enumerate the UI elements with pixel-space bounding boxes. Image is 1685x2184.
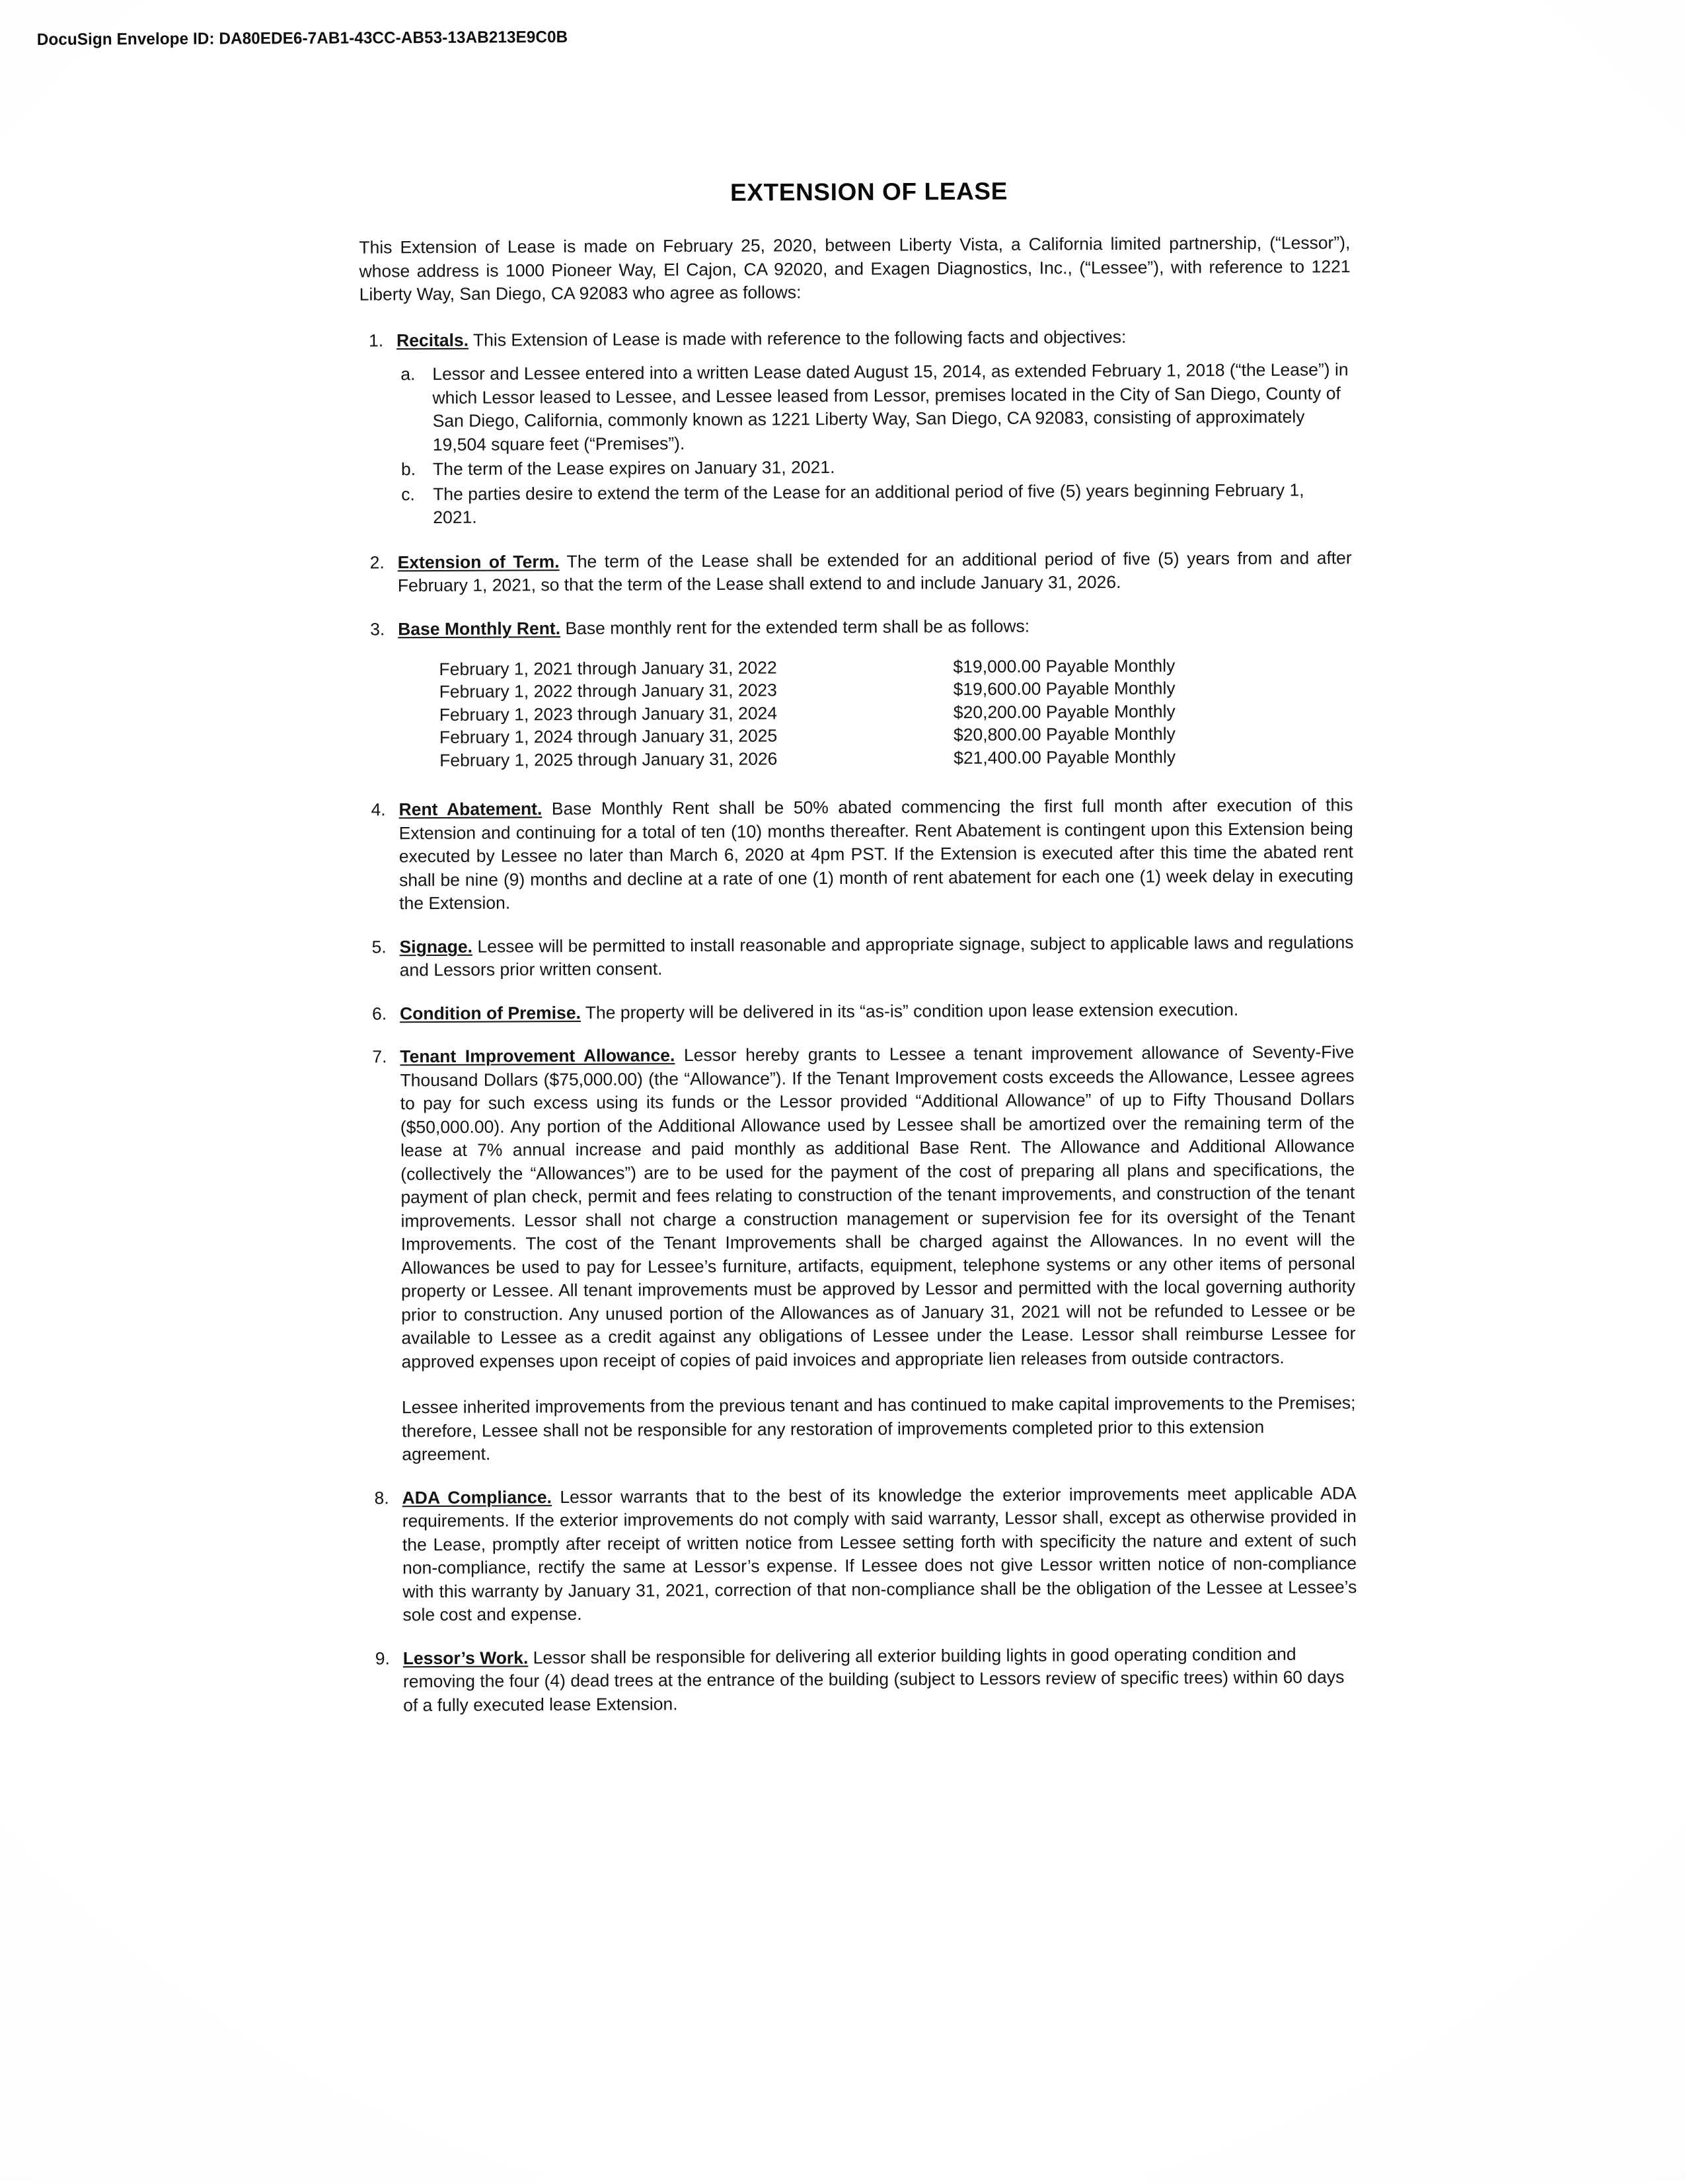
clause-text: The term of the Lease shall be extended for an additional period of five (5) years from and after February 1, 2021, so that the term of the Lease shall extend to and include January 31, 2026. [397, 547, 1352, 596]
clause-text: Base monthly rent for the extended term shall be as follows: [565, 616, 1030, 638]
clause-text: Base Monthly Rent shall be 50% abated commencing the first full month after execution of this Extension and continuing for a total of ten (10) months thereafter. Rent Abatement is contingent upon this Extension being executed by Lessee no later than March 6, 2020 at 4pm PST. If the Extension is executed after this time the abated rent shall be nine (9) months and decline at a rate of one (1) month of rent abatement for each one (1) week delay in executing the Extension. [398, 795, 1354, 914]
clause-content [396, 324, 1351, 531]
clause-number: 9. [375, 1648, 390, 1669]
clause-content [398, 546, 1352, 598]
document-title: EXTENSION OF LEASE [730, 177, 1008, 206]
clause-content [398, 613, 1353, 772]
clause-content [398, 793, 1353, 916]
clause-text: Lessor warrants that to the best of its knowledge the exterior improvements meet applicable ADA requirements. If the exterior improvements do not comply with said warranty, Lessor shall, except as otherwise provided in the Lease, promptly after receipt of written notice from Lessee setting forth with specificity the nature and extent of such non-compliance, rectify the same at Lessor’s expense. If Lessee does not give Lessor written notice of non-compliance with this warranty by January 31, 2021, correction of that non-compliance shall be the obligation of the Lessee at Lessee’s sole cost and expense. [402, 1482, 1357, 1625]
clause-number: 7. [372, 1046, 387, 1067]
clause-number: 3. [370, 618, 385, 639]
clause-content [400, 1040, 1356, 1467]
rent-schedule-row [439, 745, 1353, 772]
clause-content [402, 1482, 1357, 1627]
clause-content [400, 998, 1354, 1026]
subclause-item [397, 453, 1351, 482]
clause-heading: Rent Abatement. [398, 799, 543, 820]
clause-ada-compliance [365, 1482, 1357, 1627]
clause-content [399, 931, 1353, 982]
rent-period: February 1, 2024 through January 31, 2025 [439, 725, 778, 748]
clause-text: Lessor shall be responsible for delivering all exterior building lights in good operating condition and removing the four (4) dead trees at the entrance of the building (subject to Lessors review of specific trees) within 60 days of a fully executed lease Extension. [402, 1644, 1345, 1715]
subclause-letter: c. [401, 484, 415, 504]
clause-number: 1. [368, 330, 384, 350]
rent-period: February 1, 2025 through January 31, 2026 [439, 748, 778, 770]
clause-rent-abatement [361, 793, 1353, 916]
rent-amount: $21,400.00 Payable Monthly [954, 746, 1176, 768]
rent-period: February 1, 2021 through January 31, 2022 [439, 657, 777, 679]
clause-heading: Extension of Term. [397, 551, 560, 572]
clause-heading: Tenant Improvement Allowance. [400, 1045, 675, 1067]
clause-heading: Condition of Premise. [399, 1002, 581, 1023]
clause-lessors-work [366, 1642, 1358, 1718]
rent-amount: $19,600.00 Payable Monthly [953, 678, 1176, 700]
rent-schedule-table [398, 653, 1353, 772]
subclause-item [397, 478, 1351, 530]
rent-period: February 1, 2022 through January 31, 2023 [439, 680, 777, 702]
clause-text: Lessor hereby grants to Lessee a tenant improvement allowance of Seventy-Five Thousand Dollars ($75,000.00) (the “Allowance”). If the Tenant Improvement costs exceeds the Allowance, Lessee agrees to pay for such excess using its funds or the Lessor provided “Additional Allowance” of up to Fifty Thousand Dollars ($50,000.00). Any portion of the Additional Allowance used by Lessee shall be amortized over the remaining term of the lease at 7% annual increase and paid monthly as additional Base Rent. The Allowance and Additional Allowance (collectively the “Allowances”) are to be used for the payment of the cost of preparing all plans and specifications, the payment of plan check, permit and fees relating to construction of the tenant improvements, and construction of the tenant improvements. Lessor shall not charge a construction management or supervision fee for its oversight of the Tenant Improvements. The cost of the Tenant Improvements shall be charged against the Allowances. In no event will the Allowances be used to pay for Lessee’s furniture, artifacts, equipment, telephone systems or any other items of personal property or Lessee. All tenant improvements must be approved by Lessor and permitted with the local governing authority prior to construction. Any unused portion of the Allowances as of January 31, 2021 will not be refunded to Lessee or be available to Lessee as a credit against any obligations of Lessee under the Lease. Lessor shall reimburse Lessee for approved expenses upon receipt of copies of paid invoices and appropriate lien releases from outside contractors. [400, 1042, 1356, 1371]
clause-tenant-improvement-allowance [363, 1040, 1356, 1467]
clause-signage [362, 931, 1353, 982]
rent-amount: $19,000.00 Payable Monthly [953, 655, 1176, 677]
clause-recitals [359, 324, 1351, 531]
subclause-list [396, 358, 1351, 530]
subclause-text: The parties desire to extend the term of the Lease for an additional period of five (5) years beginning February 1, 2021. [433, 480, 1304, 528]
subclause-item [396, 358, 1351, 456]
clause-heading: Base Monthly Rent. [398, 618, 561, 639]
subclause-letter: b. [400, 459, 416, 480]
clause-number: 2. [369, 552, 385, 572]
intro-paragraph: This Extension of Lease is made on February 25, 2020, between Liberty Vista, a California limited partnership, (“Lessor”), whose address is 1000 Pioneer Way, El Cajon, CA 92020, and Exagen Diagnostics, Inc., (“Lessee”), with reference to 1221 Liberty Way, San Diego, CA 92083 who agree as follows: [359, 233, 1351, 305]
rent-amount: $20,800.00 Payable Monthly [953, 723, 1176, 745]
clause-text: This Extension of Lease is made with reference to the following facts and objectives: [472, 326, 1127, 350]
docusign-envelope-id: DocuSign Envelope ID: DA80EDE6-7AB1-43CC-AB53-13AB213E9C0B [36, 28, 568, 49]
subclause-text: Lessor and Lessee entered into a written Lease dated August 15, 2014, as extended February 1, 2018 (“the Lease”) in which Lessor leased to Lessee, and Lessee leased from Lessor, premises located in the City of San Diego, County of San Diego, California, commonly known as 1221 Liberty Way, San Diego, CA 92083, consisting of approximately 19,504 square feet (“Premises”). [432, 359, 1349, 455]
subclause-letter: a. [400, 364, 416, 384]
clause-text: The property will be delivered in its “as-is” condition upon lease extension execution. [585, 999, 1239, 1023]
clause-number: 4. [371, 799, 386, 820]
clause-number: 6. [371, 1003, 387, 1024]
clause-condition-of-premise [363, 998, 1354, 1026]
clause-heading: Signage. [399, 936, 473, 957]
rent-amount: $20,200.00 Payable Monthly [953, 701, 1176, 723]
clause-base-monthly-rent [361, 613, 1353, 772]
clause-heading: Lessor’s Work. [402, 1648, 529, 1668]
inherited-improvements-paragraph: Lessee inherited improvements from the previous tenant and has continued to make capital improvements to the Premises; therefore, Lessee shall not be responsible for any restoration of improvements completed prior to this extension agreement. [401, 1393, 1356, 1465]
clause-text: Lessee will be permitted to install reasonable and appropriate signage, subject to applicable laws and regulations and Lessors prior written consent. [399, 931, 1354, 980]
subclause-text: The term of the Lease expires on January 31, 2021. [432, 457, 835, 480]
clause-number: 8. [374, 1488, 389, 1508]
clause-content [403, 1642, 1358, 1718]
clause-heading: Recitals. [396, 330, 469, 350]
clause-heading: ADA Compliance. [402, 1486, 552, 1508]
clause-extension-of-term [361, 546, 1352, 598]
document-body [359, 176, 1357, 1737]
clause-number: 5. [371, 937, 387, 957]
rent-period: February 1, 2023 through January 31, 2024 [439, 703, 778, 725]
